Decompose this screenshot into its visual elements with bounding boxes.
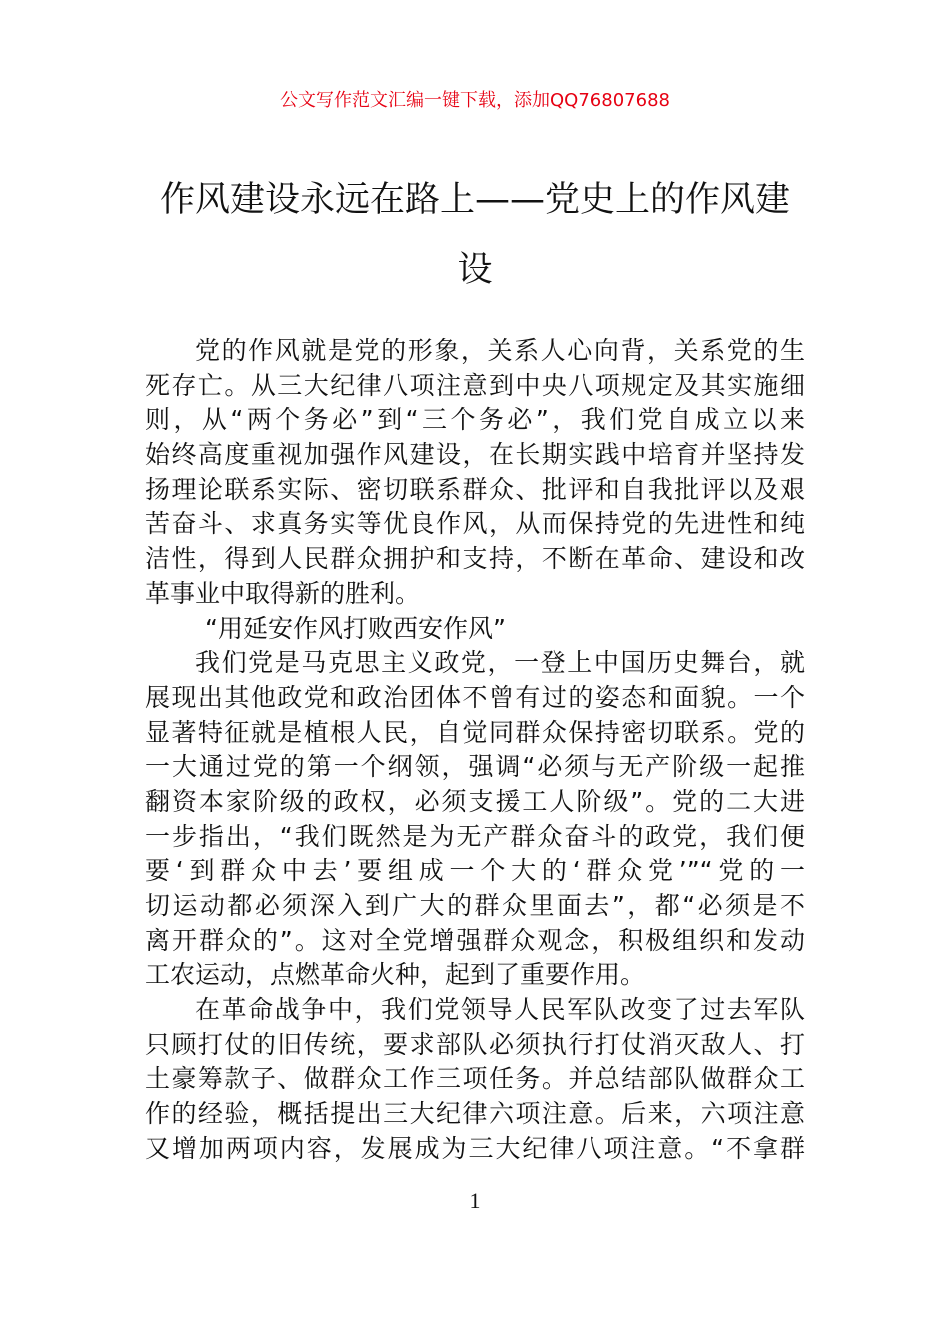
paragraph-line: 翻资本家阶级的政权，必须支援工人阶级”。党的二大进	[145, 786, 805, 816]
paragraph-line: 土豪筹款子、做群众工作三项任务。并总结部队做群众工	[145, 1064, 805, 1094]
paragraph-line: 工农运动，点燃革命火种，起到了重要作用。	[145, 960, 646, 990]
paragraph-line: 洁性，得到人民群众拥护和支持，不断在革命、建设和改	[145, 544, 805, 574]
document-title-line-2: 设	[457, 250, 493, 290]
paragraph-line: 在革命战争中，我们党领导人民军队改变了过去军队	[195, 995, 805, 1025]
download-banner: 公文写作范文汇编一键下载，添加QQ76807688	[280, 90, 670, 111]
paragraph-line: 扬理论联系实际、密切联系群众、批评和自我批评以及艰	[145, 474, 805, 504]
paragraph-line: 始终高度重视加强作风建设，在长期实践中培育并坚持发	[145, 440, 805, 470]
paragraph-line: 作的经验，概括提出三大纪律六项注意。后来，六项注意	[145, 1099, 805, 1129]
paragraph-line: 则，从“两个务必”到“三个务必”，我们党自成立以来	[145, 405, 805, 435]
paragraph-line: 展现出其他政党和政治团体不曾有过的姿态和面貌。一个	[145, 682, 805, 712]
paragraph-line: 一大通过党的第一个纲领，强调“必须与无产阶级一起推	[145, 752, 805, 782]
paragraph-line: 党的作风就是党的形象，关系人心向背，关系党的生	[195, 336, 805, 365]
paragraph-line: 革事业中取得新的胜利。	[145, 578, 421, 608]
paragraph-line: 切运动都必须深入到广大的群众里面去”，都“必须是不	[145, 891, 805, 920]
paragraph-line: 我们党是马克思主义政党，一登上中国历史舞台，就	[195, 648, 805, 678]
paragraph-line: 又增加两项内容，发展成为三大纪律八项注意。“不拿群	[145, 1133, 805, 1163]
section-heading: “用延安作风打败西安作风”	[205, 613, 506, 643]
page-number: 1	[469, 1188, 481, 1213]
paragraph-line: 死存亡。从三大纪律八项注意到中央八项规定及其实施细	[145, 370, 805, 400]
paragraph-line: 要‘到群众中去’要组成一个大的‘群众党’”“党的一	[145, 856, 805, 886]
paragraph-line: 显著特征就是植根人民，自觉同群众保持密切联系。党的	[145, 717, 805, 747]
paragraph-line: 离开群众的”。这对全党增强群众观念，积极组织和发动	[145, 925, 805, 955]
paragraph-line: 一步指出，“我们既然是为无产群众奋斗的政党，我们便	[145, 821, 805, 851]
document-body	[145, 334, 805, 1167]
paragraph-line: 只顾打仗的旧传统，要求部队必须执行打仗消灭敌人、打	[145, 1029, 805, 1059]
paragraph-line: 苦奋斗、求真务实等优良作风，从而保持党的先进性和纯	[145, 509, 805, 539]
document-title-line-1: 作风建设永远在路上——党史上的作风建	[159, 180, 790, 220]
